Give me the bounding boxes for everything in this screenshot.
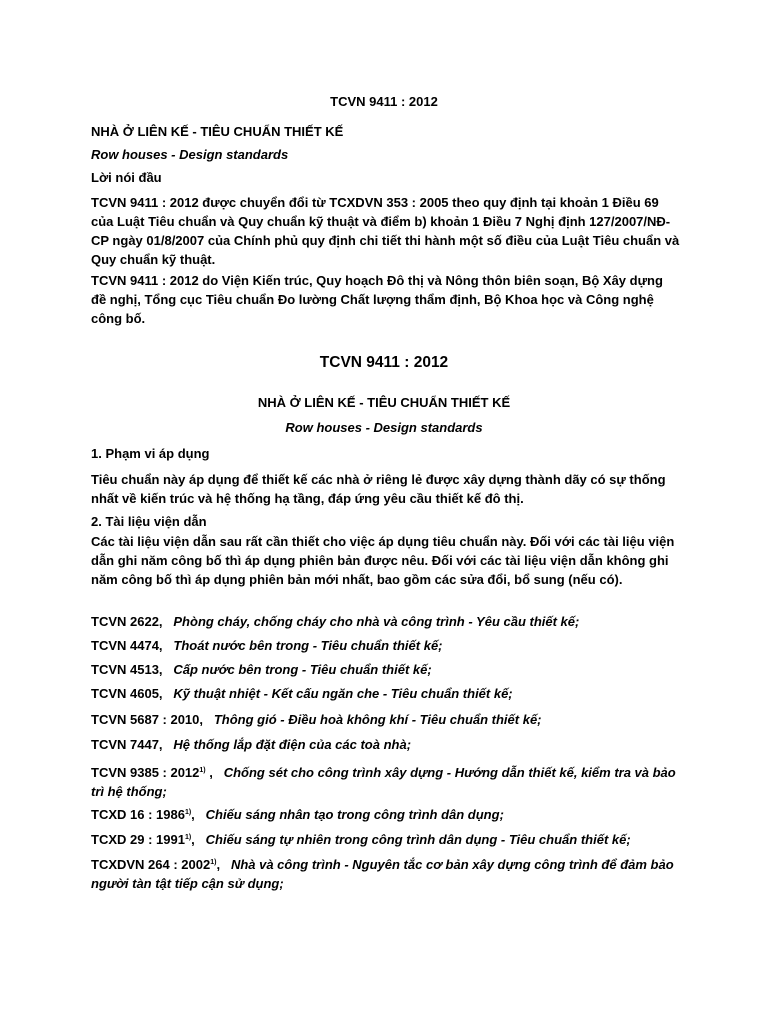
header-code: TCVN 9411 : 2012 bbox=[330, 94, 438, 109]
section-2-text: Các tài liệu viện dẫn sau rất cần thiết cho việc áp dụng tiêu chuẩn này. Đối với các tài liệu viện dẫn ghi năm công bố thì áp dụng phiên bản được nêu. Đối với các tài liệu viện dẫn không ghi năm công bố thì áp dụng phiên bản mới nhất, bao gồm các sửa đổi, bổ sung (nếu có). bbox=[91, 534, 675, 587]
reference-item: TCVN 5687 : 2010, Thông gió - Điều hoà không khí - Tiêu chuẩn thiết kế; bbox=[91, 712, 542, 727]
section-1-heading: 1. Phạm vi áp dụng bbox=[91, 446, 210, 461]
header-title-vi: NHÀ Ở LIÊN KẾ - TIÊU CHUẨN THIẾT KẾ bbox=[91, 124, 344, 139]
foreword-paragraph-1: TCVN 9411 : 2012 được chuyển đổi từ TCXDVN 353 : 2005 theo quy định tại khoản 1 Điều 69 của Luật Tiêu chuẩn và Quy chuẩn kỹ thuật và điểm b) khoản 1 Điều 7 Nghị định 127/2007/NĐ- CP ngày 01/8/2007 của Chính phủ quy định chi tiết thi hành một số điều của Luật Tiêu chuẩn và Quy chuẩn kỹ thuật. bbox=[91, 195, 680, 267]
main-title-vi: NHÀ Ở LIÊN KẾ - TIÊU CHUẨN THIẾT KẾ bbox=[257, 395, 511, 410]
header-title-en: Row houses - Design standards bbox=[91, 147, 289, 162]
foreword-heading: Lời nói đầu bbox=[91, 170, 162, 185]
foreword-paragraph-2: TCVN 9411 : 2012 do Viện Kiến trúc, Quy hoạch Đô thị và Nông thôn biên soạn, Bộ Xây dựng đề nghị, Tổng cục Tiêu chuẩn Đo lường Chất lượng thẩm định, Bộ Khoa học và Công nghệ công bố. bbox=[91, 273, 663, 326]
main-code: TCVN 9411 : 2012 bbox=[319, 354, 449, 371]
section-2-heading: 2. Tài liệu viện dẫn bbox=[91, 514, 207, 529]
main-title-en: Row houses - Design standards bbox=[285, 420, 483, 435]
reference-item: TCVN 4513, Cấp nước bên trong - Tiêu chuẩn thiết kế; bbox=[91, 662, 432, 677]
reference-item: TCVN 2622, Phòng cháy, chống cháy cho nhà và công trình - Yêu cầu thiết kế; bbox=[91, 614, 580, 629]
section-1-text: Tiêu chuẩn này áp dụng để thiết kế các nhà ở riêng lẻ được xây dựng thành dãy có sự thống nhất về kiến trúc và hệ thống hạ tầng, đáp ứng yêu cầu thiết kế đô thị. bbox=[91, 472, 666, 506]
reference-item: TCVN 9385 : 2012$^{1)}$ , Chống sét cho công trình xây dựng - Hướng dẫn thiết kế, kiểm tra và bảo trì hệ thống; bbox=[91, 765, 676, 799]
reference-item: TCVN 4474, Thoát nước bên trong - Tiêu chuẩn thiết kế; bbox=[91, 638, 443, 653]
reference-item: TCVN 7447, Hệ thống lắp đặt điện của các toà nhà; bbox=[91, 737, 412, 752]
reference-item: TCXD 29 : 1991$^{1)}$, Chiếu sáng tự nhiên trong công trình dân dụng - Tiêu chuẩn thiết kế; bbox=[91, 832, 631, 847]
reference-item: TCXD 16 : 1986$^{1)}$, Chiếu sáng nhân tạo trong công trình dân dụng; bbox=[91, 807, 504, 822]
reference-item: TCXDVN 264 : 2002$^{1)}$, Nhà và công trình - Nguyên tắc cơ bản xây dựng công trình để đảm bảo người tàn tật tiếp cận sử dụng; bbox=[91, 857, 674, 891]
reference-item: TCVN 4605, Kỹ thuật nhiệt - Kết cấu ngăn che - Tiêu chuẩn thiết kế; bbox=[91, 686, 513, 701]
